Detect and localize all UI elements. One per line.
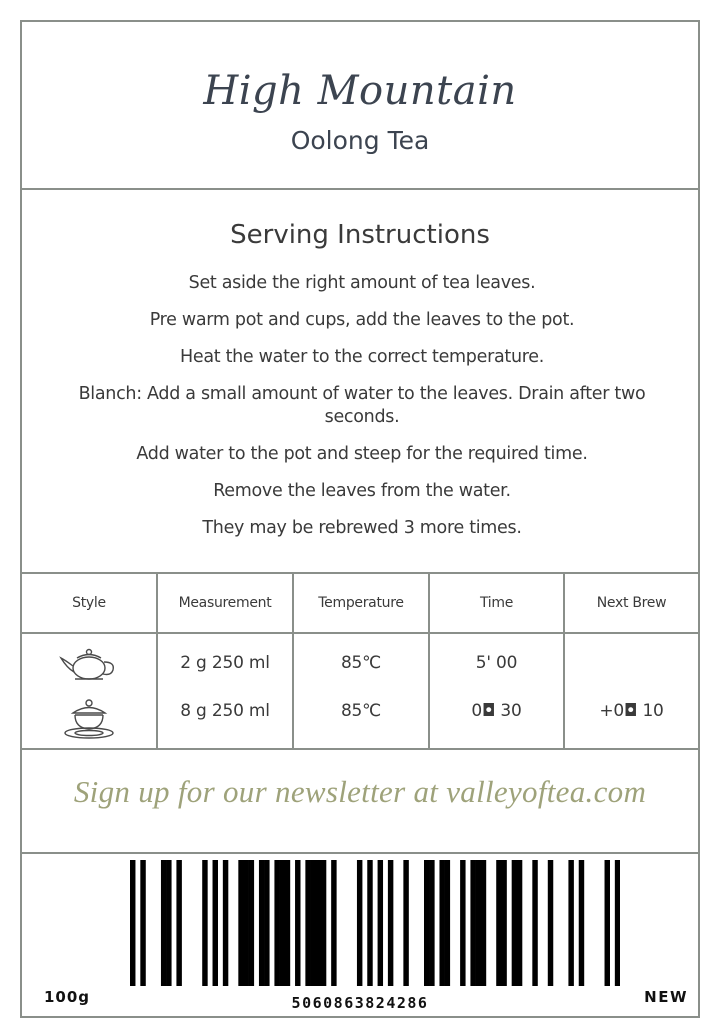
- time-cell: [429, 633, 564, 748]
- divider: [22, 188, 698, 190]
- instructions-list: [62, 272, 662, 554]
- product-label: [20, 20, 700, 1018]
- barcode-bar: [548, 860, 553, 986]
- table-row: [22, 633, 698, 748]
- barcode-bar: [249, 860, 254, 986]
- barcode-bar: [615, 860, 620, 986]
- barcode-bar: [259, 860, 264, 986]
- new-badge: NEW: [644, 988, 688, 1006]
- barcode-bar: [429, 860, 434, 986]
- barcode-bar: [295, 860, 300, 986]
- barcode-bar: [568, 860, 573, 986]
- barcode-bar: [305, 860, 310, 986]
- barcode-bar: [501, 860, 506, 986]
- barcode: [130, 860, 620, 986]
- instructions-heading: Serving Instructions: [230, 220, 490, 250]
- time-value: 0◘ 30: [471, 701, 522, 721]
- column-header-measurement: Measurement: [157, 574, 293, 633]
- column-header-time: Time: [429, 574, 564, 633]
- time-value: 5' 00: [475, 653, 518, 673]
- barcode-bar: [403, 860, 408, 986]
- barcode-bar: [161, 860, 166, 986]
- barcode-bar: [321, 860, 326, 986]
- barcode-bar: [439, 860, 444, 986]
- instruction-step: Heat the water to the correct temperature.: [180, 347, 544, 367]
- style-cell: [22, 633, 157, 748]
- barcode-bar: [140, 860, 145, 986]
- barcode-bar: [274, 860, 279, 986]
- instruction-step: Add water to the pot and steep for the required time.: [136, 444, 588, 464]
- barcode-bar: [311, 860, 316, 986]
- gaiwan-icon: [61, 698, 117, 742]
- barcode-bar: [481, 860, 486, 986]
- barcode-bar: [264, 860, 269, 986]
- barcode-bar: [285, 860, 290, 986]
- instruction-step: Blanch: Add a small amount of water to the leaves. Drain after two seconds.: [78, 384, 646, 427]
- brewing-table: [22, 574, 698, 748]
- teapot-icon: [59, 646, 119, 684]
- barcode-bar: [223, 860, 228, 986]
- table-header-row: [22, 574, 698, 633]
- barcode-bar: [130, 860, 135, 986]
- barcode-bar: [166, 860, 171, 986]
- barcode-bar: [470, 860, 475, 986]
- next-brew-cell: [564, 633, 698, 748]
- barcode-bar: [316, 860, 321, 986]
- temperature-value: 85℃: [340, 701, 382, 721]
- weight-label: 100g: [44, 988, 91, 1006]
- barcode-bar: [496, 860, 501, 986]
- newsletter-link[interactable]: Sign up for our newsletter at valleyoftea.com: [73, 774, 647, 809]
- divider: [22, 748, 698, 750]
- column-header-next-brew: Next Brew: [564, 574, 698, 633]
- barcode-bar: [331, 860, 336, 986]
- barcode-bar: [388, 860, 393, 986]
- barcode-bar: [605, 860, 610, 986]
- column-header-style: Style: [22, 574, 157, 633]
- barcode-bar: [213, 860, 218, 986]
- barcode-bar: [367, 860, 372, 986]
- barcode-bar: [579, 860, 584, 986]
- instruction-step: Pre warm pot and cups, add the leaves to the pot.: [149, 310, 575, 330]
- barcode-bar: [176, 860, 181, 986]
- barcode-bar: [357, 860, 362, 986]
- barcode-bar: [378, 860, 383, 986]
- barcode-bar: [280, 860, 285, 986]
- barcode-bar: [512, 860, 517, 986]
- barcode-bar: [202, 860, 207, 986]
- product-subtitle: Oolong Tea: [290, 126, 430, 155]
- temperature-cell: [293, 633, 429, 748]
- barcode-bar: [424, 860, 429, 986]
- measurement-value: 2 g 250 ml: [180, 653, 270, 673]
- barcode-bar: [476, 860, 481, 986]
- barcode-bar: [532, 860, 537, 986]
- product-title: High Mountain: [203, 68, 517, 114]
- barcode-bar: [517, 860, 522, 986]
- instruction-step: Set aside the right amount of tea leaves.: [188, 273, 536, 293]
- instruction-step: They may be rebrewed 3 more times.: [202, 518, 522, 538]
- barcode-bar: [460, 860, 465, 986]
- barcode-bar: [243, 860, 248, 986]
- barcode-bar: [445, 860, 450, 986]
- instruction-step: Remove the leaves from the water.: [213, 481, 511, 501]
- column-header-temperature: Temperature: [293, 574, 429, 633]
- measurement-cell: [157, 633, 293, 748]
- divider: [22, 852, 698, 854]
- measurement-value: 8 g 250 ml: [180, 701, 270, 721]
- barcode-bar: [238, 860, 243, 986]
- temperature-value: 85℃: [340, 653, 382, 673]
- next-brew-value: +0◘ 10: [599, 701, 664, 721]
- barcode-number: 5060863824286: [291, 994, 429, 1012]
